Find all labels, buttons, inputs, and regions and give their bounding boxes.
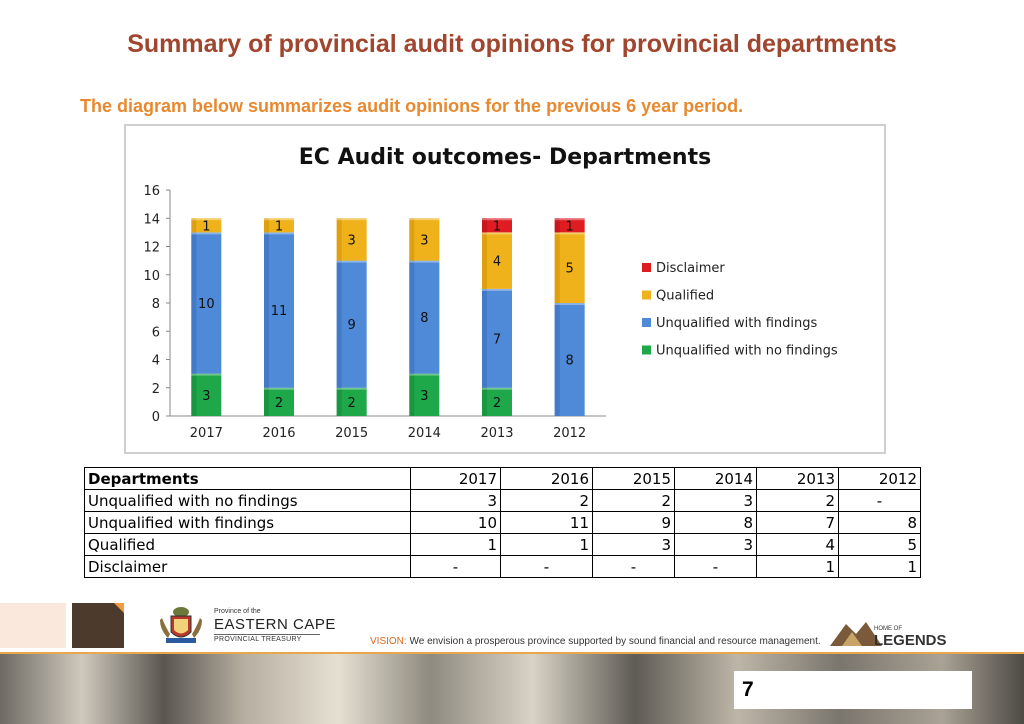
chart-title: EC Audit outcomes- Departments [298,145,712,170]
audit-outcomes-chart [126,126,884,452]
table-cell: 11 [501,512,593,534]
bar-segment-shade [337,388,342,416]
table-header-departments: Departments [85,468,411,490]
table-header-year: 2013 [757,468,839,490]
y-tick-label: 16 [143,184,160,199]
bar-segment-shade [482,289,487,388]
bar-segment-highlight [482,289,512,291]
bar-segment-shade [482,388,487,416]
y-tick-label: 14 [143,212,160,228]
table-row-label: Disclaimer [85,556,411,578]
bar-segment-highlight [337,388,367,390]
vision-text: We envision a prosperous province supported by sound financial and resource management. [406,636,821,647]
table-cell: - [501,556,593,578]
table-cell: - [593,556,675,578]
table-cell: 3 [593,534,675,556]
table-cell: 9 [593,512,675,534]
bar-segment-shade [409,261,414,374]
page-number-box [734,671,972,709]
table-cell: 3 [675,490,757,512]
table-cell: 4 [757,534,839,556]
data-label: 11 [270,304,288,320]
table-header-row [85,468,921,490]
page-title: Summary of provincial audit opinions for provincial departments [127,30,897,58]
home-of-legends-logo [828,618,958,648]
bar-segment-shade [337,261,342,388]
data-label: 1 [565,219,574,235]
y-tick-label: 10 [143,268,160,284]
bar-segment-shade [191,374,196,416]
legends-small-text: HOME OF [874,626,902,632]
page-subtitle: The diagram below summarizes audit opinions for the previous 6 year period. [80,96,744,116]
bar-segment-shade [264,218,269,232]
table-header-year: 2015 [593,468,675,490]
table-cell: 1 [501,534,593,556]
bar-segment-shade [555,218,560,232]
bar-segment-shade [264,232,269,387]
x-tick-label: 2014 [407,426,441,441]
province-name: EASTERN CAPE [214,616,336,633]
legend-label: Unqualified with findings [656,316,818,331]
table-cell: - [675,556,757,578]
data-label: 10 [198,297,215,312]
table-row-label: Unqualified with no findings [85,490,411,512]
bar-segment-highlight [264,388,294,390]
data-label: 2 [347,395,356,411]
bar-segment-highlight [555,303,585,305]
bar-segment-highlight [409,218,439,220]
page-number: 7 [742,678,754,701]
y-tick-label: 4 [151,353,160,369]
y-tick-label: 0 [151,410,160,425]
data-label: 8 [565,353,574,369]
table-cell: 2 [593,490,675,512]
data-label: 2 [274,395,284,411]
table-row [85,556,921,578]
table-cell: 1 [757,556,839,578]
bar-segment-shade [264,388,269,416]
bar-segment-shade [191,218,196,232]
data-label: 5 [565,261,574,277]
bar-segment-shade [482,218,487,232]
divider [214,634,320,635]
bar-segment-shade [191,232,196,373]
x-tick-label: 2012 [553,426,587,441]
table-cell: 7 [757,512,839,534]
table-cell: 10 [411,512,501,534]
data-label: 2 [492,395,502,411]
table-header-year: 2016 [501,468,593,490]
x-tick-label: 2015 [335,426,369,441]
province-label: Province of the [214,608,261,615]
table-row [85,534,921,556]
legend-label: Unqualified with no findings [656,343,838,359]
table-header-year: 2014 [675,468,757,490]
table-cell: - [839,490,921,512]
legend-label: Qualified [656,288,715,304]
table-cell: 8 [675,512,757,534]
y-tick-label: 2 [151,381,160,397]
legend-swatch [642,263,651,272]
bar-segment-highlight [409,374,439,376]
data-label: 9 [347,318,356,334]
bar-segment-highlight [337,218,367,220]
legend-label: Disclaimer [656,261,725,276]
table-header-year: 2012 [839,468,921,490]
y-tick-label: 12 [143,240,160,256]
data-label: 7 [492,332,502,348]
audit-data-table [84,467,921,578]
data-label: 3 [202,388,211,404]
data-label: 1 [274,219,284,235]
table-row [85,490,921,512]
bar-segment-highlight [337,261,367,263]
bar-segment-shade [555,232,560,303]
bar-segment-highlight [191,374,221,376]
legend-swatch [642,318,651,327]
treasury-label: PROVINCIAL TREASURY [214,636,302,643]
table-cell: 8 [839,512,921,534]
table-row-label: Qualified [85,534,411,556]
table-cell: 5 [839,534,921,556]
x-tick-label: 2013 [480,426,514,441]
table-cell: 2 [501,490,593,512]
data-label: 3 [420,388,429,404]
decorative-block [0,603,66,648]
coat-of-arms-logo [156,604,206,646]
table-cell: 2 [757,490,839,512]
data-label: 1 [492,219,502,235]
table-cell: 1 [411,534,501,556]
table-cell: 3 [675,534,757,556]
bar-segment-shade [337,218,342,260]
bar-segment-shade [409,218,414,260]
table-cell: - [411,556,501,578]
table-row-label: Unqualified with findings [85,512,411,534]
data-label: 3 [420,233,429,249]
bar-segment-shade [555,303,560,416]
data-label: 3 [347,233,356,249]
data-label: 4 [492,254,502,270]
decorative-corner [114,603,124,613]
x-tick-label: 2017 [189,426,223,441]
y-tick-label: 6 [151,325,160,341]
table-header-year: 2017 [411,468,501,490]
vision-statement [370,636,821,647]
data-label: 8 [420,311,429,327]
legends-big-text: LEGENDS [874,632,947,648]
legend-swatch [642,346,651,355]
y-tick-label: 8 [151,297,160,312]
bar-segment-highlight [482,388,512,390]
vision-label: VISION: [370,636,407,647]
data-label: 1 [202,219,211,235]
chart-container [124,124,886,454]
table-cell: 1 [839,556,921,578]
table-cell: 3 [411,490,501,512]
table-row [85,512,921,534]
bar-segment-shade [409,374,414,416]
x-tick-label: 2016 [262,426,296,441]
bar-segment-highlight [409,261,439,263]
legend-swatch [642,291,651,300]
bar-segment-shade [482,232,487,289]
